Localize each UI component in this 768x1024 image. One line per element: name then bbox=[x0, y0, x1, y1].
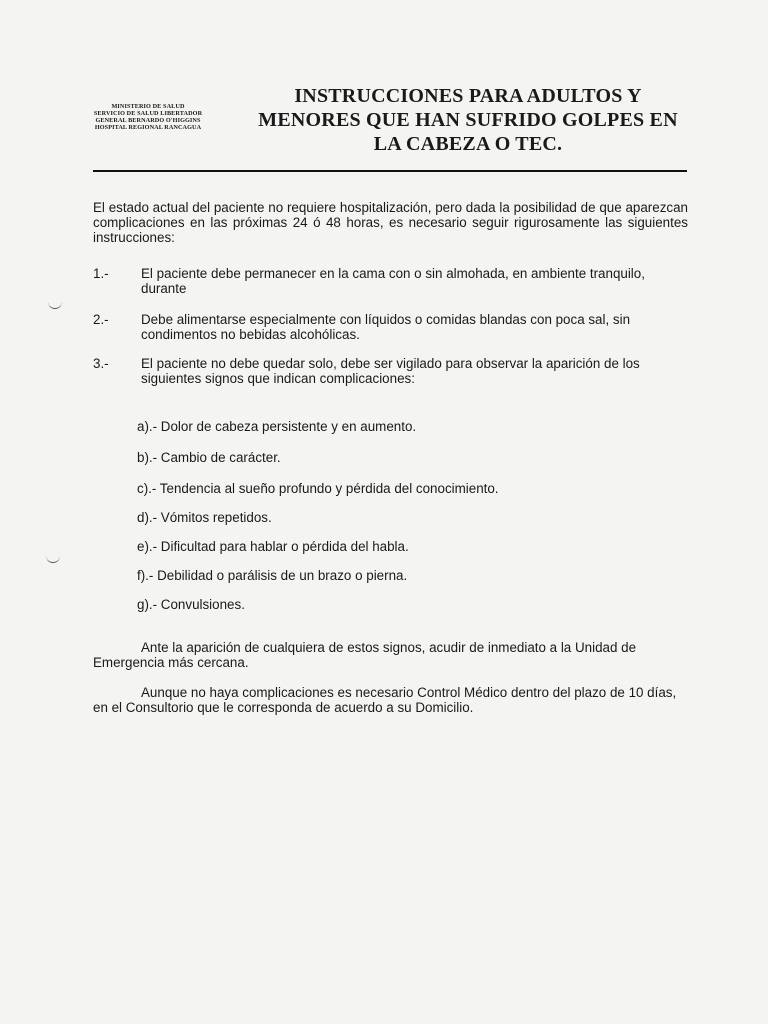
warning-sign-item: b).- Cambio de carácter. bbox=[137, 450, 281, 465]
instruction-item bbox=[93, 266, 688, 296]
instruction-text: Debe alimentarse especialmente con líquidos o comidas blandas con poca sal, sin condimentos no bebidas alcohólicas. bbox=[141, 312, 631, 342]
warning-sign-item: e).- Dificultad para hablar o pérdida del habla. bbox=[137, 539, 409, 554]
instruction-item bbox=[93, 312, 688, 342]
org-line: GENERAL BERNARDO O'HIGGINS bbox=[95, 117, 201, 124]
title-line: INSTRUCCIONES PARA ADULTOS Y bbox=[294, 85, 642, 107]
instruction-item bbox=[93, 356, 688, 386]
institution-header bbox=[78, 103, 218, 131]
instruction-text: El paciente no debe quedar solo, debe ser vigilado para observar la aparición de los siguientes signos que indican complicaciones: bbox=[141, 356, 640, 386]
intro-paragraph: El estado actual del paciente no requiere hospitalización, pero dada la posibilidad de que aparezcan complicaciones en las próximas 24 ó 48 horas, es necesario seguir rigurosamente las siguientes instrucciones: bbox=[93, 200, 688, 245]
warning-sign-item: c).- Tendencia al sueño profundo y pérdida del conocimiento. bbox=[137, 481, 499, 496]
followup-paragraph: Aunque no haya complicaciones es necesario Control Médico dentro del plazo de 10 días, en el Consultorio que le corresponda de acuerdo a su Domicilio. bbox=[93, 685, 677, 715]
instruction-text: El paciente debe permanecer en la cama con o sin almohada, en ambiente tranquilo, durante bbox=[141, 266, 645, 296]
title-line: LA CABEZA O TEC. bbox=[373, 133, 563, 155]
warning-sign-item: d).- Vómitos repetidos. bbox=[137, 510, 272, 525]
document-title bbox=[238, 84, 698, 156]
emergency-paragraph: Ante la aparición de cualquiera de estos signos, acudir de inmediato a la Unidad de Emergencia más cercana. bbox=[93, 640, 637, 670]
warning-sign-item: g).- Convulsiones. bbox=[137, 597, 245, 612]
pen-mark bbox=[46, 554, 60, 563]
org-line: MINISTERIO DE SALUD bbox=[111, 103, 185, 110]
org-line: HOSPITAL REGIONAL RANCAGUA bbox=[94, 124, 202, 131]
title-line: MENORES QUE HAN SUFRIDO GOLPES EN bbox=[258, 109, 678, 131]
pen-mark bbox=[48, 300, 62, 309]
org-line: SERVICIO DE SALUD LIBERTADOR bbox=[93, 110, 203, 117]
instruction-number: 1.- bbox=[93, 266, 109, 281]
title-divider bbox=[93, 170, 687, 172]
instruction-number: 3.- bbox=[93, 356, 109, 371]
warning-sign-item: f).- Debilidad o parálisis de un brazo o pierna. bbox=[137, 568, 408, 583]
warning-sign-item: a).- Dolor de cabeza persistente y en aumento. bbox=[137, 419, 417, 434]
instruction-number: 2.- bbox=[93, 312, 109, 327]
